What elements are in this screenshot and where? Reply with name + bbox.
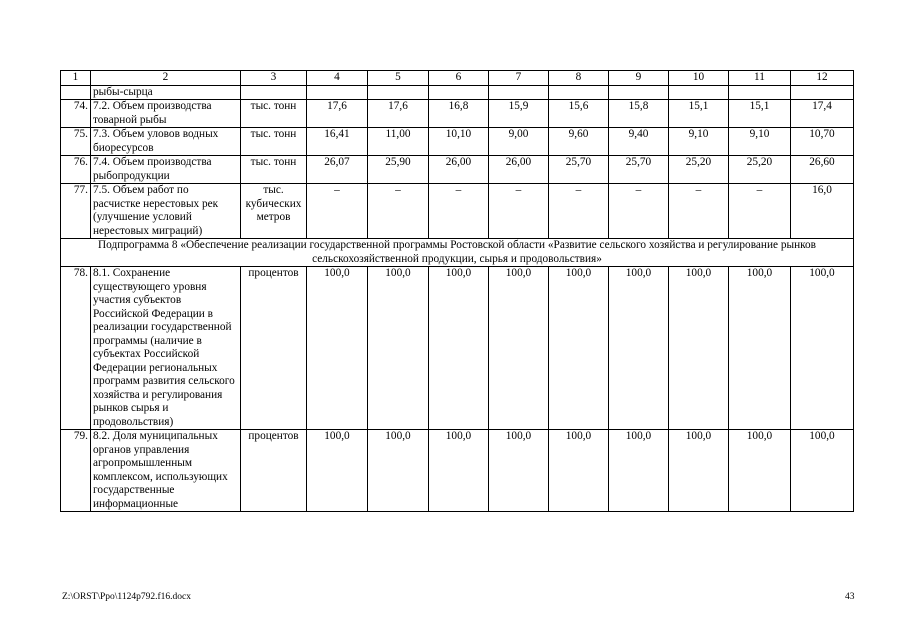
value-cell: 17,6 xyxy=(368,100,429,128)
indicator-name: рыбы-сырца xyxy=(91,85,241,100)
value-cell: 100,0 xyxy=(429,267,489,430)
row-number: 76. xyxy=(61,156,91,184)
header-cell: 11 xyxy=(729,71,791,86)
value-cell: – xyxy=(669,184,729,239)
value-cell xyxy=(307,85,368,100)
value-cell: 9,00 xyxy=(489,128,549,156)
value-cell: 15,1 xyxy=(729,100,791,128)
value-cell: 25,70 xyxy=(609,156,669,184)
table-body xyxy=(61,71,854,512)
value-cell xyxy=(489,85,549,100)
value-cell: – xyxy=(307,184,368,239)
header-cell: 8 xyxy=(549,71,609,86)
header-cell: 7 xyxy=(489,71,549,86)
value-cell: 26,00 xyxy=(429,156,489,184)
value-cell: 100,0 xyxy=(307,267,368,430)
value-cell: – xyxy=(549,184,609,239)
row-number: 78. xyxy=(61,267,91,430)
subprogram-heading: Подпрограмма 8 «Обеспечение реализации государственной программы Ростовской области «Развитие сельского хозяйства и регулирование рынков сельскохозяйственной продукции, сырья и продовольствия» xyxy=(61,239,854,267)
value-cell xyxy=(791,85,854,100)
value-cell: 25,70 xyxy=(549,156,609,184)
value-cell: 26,00 xyxy=(489,156,549,184)
header-cell: 2 xyxy=(91,71,241,86)
table-row xyxy=(61,100,854,128)
value-cell: 100,0 xyxy=(669,430,729,512)
indicator-name: 7.4. Объем производства рыбопродукции xyxy=(91,156,241,184)
value-cell: 25,20 xyxy=(669,156,729,184)
value-cell: 9,40 xyxy=(609,128,669,156)
table-row xyxy=(61,184,854,239)
value-cell: 17,6 xyxy=(307,100,368,128)
data-table xyxy=(60,70,854,512)
value-cell: 100,0 xyxy=(307,430,368,512)
value-cell: 9,10 xyxy=(729,128,791,156)
unit-cell xyxy=(241,85,307,100)
value-cell: 100,0 xyxy=(669,267,729,430)
value-cell: 100,0 xyxy=(549,267,609,430)
value-cell: 16,8 xyxy=(429,100,489,128)
value-cell xyxy=(609,85,669,100)
value-cell xyxy=(429,85,489,100)
value-cell xyxy=(549,85,609,100)
table-row xyxy=(61,267,854,430)
row-number: 79. xyxy=(61,430,91,512)
footer-file-path: Z:\ORST\Ppo\1124p792.f16.docx xyxy=(62,592,191,602)
header-cell: 12 xyxy=(791,71,854,86)
value-cell: 100,0 xyxy=(489,430,549,512)
header-cell: 6 xyxy=(429,71,489,86)
value-cell: 25,20 xyxy=(729,156,791,184)
header-row xyxy=(61,71,854,86)
table-row xyxy=(61,128,854,156)
header-cell: 5 xyxy=(368,71,429,86)
table-row xyxy=(61,430,854,512)
value-cell: 10,10 xyxy=(429,128,489,156)
value-cell: 100,0 xyxy=(791,267,854,430)
value-cell: 16,41 xyxy=(307,128,368,156)
indicator-name: 7.3. Объем уловов водных биоресурсов xyxy=(91,128,241,156)
header-cell: 3 xyxy=(241,71,307,86)
header-cell: 10 xyxy=(669,71,729,86)
value-cell: 100,0 xyxy=(729,430,791,512)
value-cell: – xyxy=(609,184,669,239)
row-number: 75. xyxy=(61,128,91,156)
row-number: 74. xyxy=(61,100,91,128)
value-cell: 100,0 xyxy=(609,267,669,430)
value-cell xyxy=(669,85,729,100)
value-cell: 17,4 xyxy=(791,100,854,128)
value-cell: 100,0 xyxy=(729,267,791,430)
value-cell: – xyxy=(729,184,791,239)
value-cell: 9,60 xyxy=(549,128,609,156)
indicator-name: 7.5. Объем работ по расчистке нерестовых рек (улучшение условий нерестовых миграций) xyxy=(91,184,241,239)
row-number: 77. xyxy=(61,184,91,239)
value-cell: 9,10 xyxy=(669,128,729,156)
indicator-name: 7.2. Объем производства товарной рыбы xyxy=(91,100,241,128)
value-cell: 15,6 xyxy=(549,100,609,128)
value-cell: 10,70 xyxy=(791,128,854,156)
header-cell: 9 xyxy=(609,71,669,86)
table-row xyxy=(61,85,854,100)
value-cell xyxy=(368,85,429,100)
value-cell: 15,8 xyxy=(609,100,669,128)
unit-cell: тыс. кубических метров xyxy=(241,184,307,239)
header-cell: 4 xyxy=(307,71,368,86)
value-cell: 100,0 xyxy=(489,267,549,430)
value-cell: 100,0 xyxy=(368,267,429,430)
indicator-name: 8.1. Сохранение существующего уровня участия субъектов Российской Федерации в реализации государственной программы (наличие в субъектах Российской Федерации региональных программ развития сельского хозяйства и регулирования рынков сырья и продовольствия) xyxy=(91,267,241,430)
row-number xyxy=(61,85,91,100)
value-cell xyxy=(729,85,791,100)
value-cell: 100,0 xyxy=(368,430,429,512)
value-cell: 100,0 xyxy=(429,430,489,512)
value-cell: 25,90 xyxy=(368,156,429,184)
value-cell: 15,9 xyxy=(489,100,549,128)
indicator-name: 8.2. Доля муниципальных органов управления агропромышленным комплексом, использующих государственные информационные xyxy=(91,430,241,512)
page-number: 43 xyxy=(845,592,855,602)
value-cell: – xyxy=(368,184,429,239)
value-cell: 26,07 xyxy=(307,156,368,184)
unit-cell: тыс. тонн xyxy=(241,156,307,184)
value-cell: 100,0 xyxy=(791,430,854,512)
table-row xyxy=(61,156,854,184)
subprogram-row xyxy=(61,239,854,267)
value-cell: 100,0 xyxy=(549,430,609,512)
value-cell: 15,1 xyxy=(669,100,729,128)
header-cell: 1 xyxy=(61,71,91,86)
value-cell: – xyxy=(429,184,489,239)
unit-cell: тыс. тонн xyxy=(241,100,307,128)
unit-cell: процентов xyxy=(241,430,307,512)
value-cell: 100,0 xyxy=(609,430,669,512)
value-cell: 11,00 xyxy=(368,128,429,156)
value-cell: 16,0 xyxy=(791,184,854,239)
unit-cell: тыс. тонн xyxy=(241,128,307,156)
value-cell: 26,60 xyxy=(791,156,854,184)
value-cell: – xyxy=(489,184,549,239)
unit-cell: процентов xyxy=(241,267,307,430)
